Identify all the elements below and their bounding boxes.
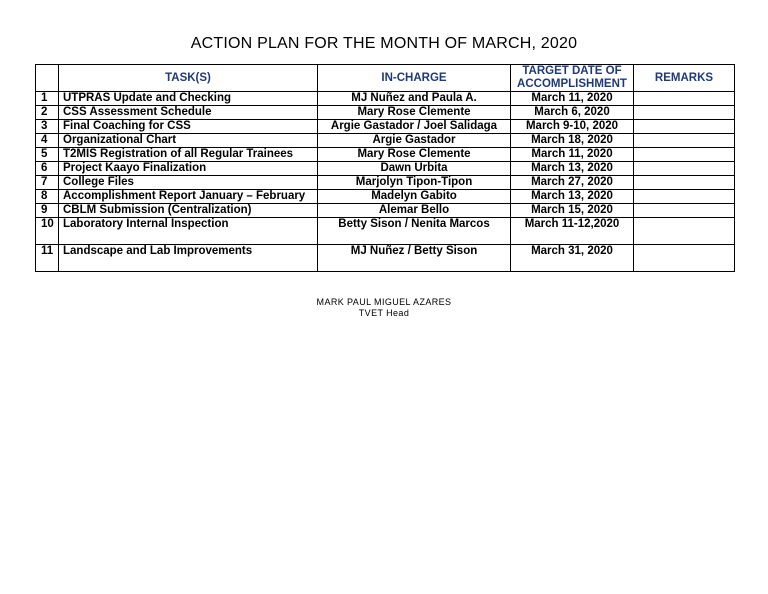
in-charge-cell: Alemar Bello [318,204,511,218]
in-charge-cell: Mary Rose Clemente [318,148,511,162]
task-cell: College Files [59,176,318,190]
in-charge-cell: Mary Rose Clemente [318,106,511,120]
in-charge-cell: MJ Nuñez and Paula A. [318,92,511,106]
row-number: 8 [36,190,59,204]
target-date-cell: March 11-12,2020 [511,218,634,245]
in-charge-cell: Argie Gastador [318,134,511,148]
header-in-charge: IN-CHARGE [318,65,511,92]
remarks-cell [634,162,735,176]
target-date-cell: March 6, 2020 [511,106,634,120]
table-row [36,218,735,245]
target-date-cell: March 31, 2020 [511,245,634,272]
target-date-cell: March 11, 2020 [511,92,634,106]
header-number [36,65,59,92]
row-number: 7 [36,176,59,190]
task-cell: Final Coaching for CSS [59,120,318,134]
task-cell: CSS Assessment Schedule [59,106,318,120]
remarks-cell [634,134,735,148]
task-cell: Landscape and Lab Improvements [59,245,318,272]
task-cell: Laboratory Internal Inspection [59,218,318,245]
table-row [36,148,735,162]
table-row [36,92,735,106]
remarks-cell [634,204,735,218]
remarks-cell [634,245,735,272]
row-number: 11 [36,245,59,272]
action-plan-table [35,64,735,272]
table-row [36,106,735,120]
header-remarks: REMARKS [634,65,735,92]
in-charge-cell: Dawn Urbita [318,162,511,176]
table-row [36,134,735,148]
row-number: 1 [36,92,59,106]
signatory-block [0,297,768,319]
task-cell: Organizational Chart [59,134,318,148]
row-number: 5 [36,148,59,162]
page-title: ACTION PLAN FOR THE MONTH OF MARCH, 2020 [190,35,578,52]
target-date-cell: March 13, 2020 [511,190,634,204]
target-date-cell: March 15, 2020 [511,204,634,218]
target-date-cell: March 18, 2020 [511,134,634,148]
row-number: 2 [36,106,59,120]
task-cell: UTPRAS Update and Checking [59,92,318,106]
target-date-cell: March 9-10, 2020 [511,120,634,134]
table-row [36,204,735,218]
in-charge-cell: Marjolyn Tipon-Tipon [318,176,511,190]
row-number: 4 [36,134,59,148]
signatory-position: TVET Head [358,308,410,318]
remarks-cell [634,190,735,204]
task-cell: Project Kaayo Finalization [59,162,318,176]
in-charge-cell: Argie Gastador / Joel Salidaga [318,120,511,134]
target-date-cell: March 27, 2020 [511,176,634,190]
remarks-cell [634,218,735,245]
remarks-cell [634,106,735,120]
table-header-row [36,65,735,92]
row-number: 6 [36,162,59,176]
remarks-cell [634,120,735,134]
in-charge-cell: MJ Nuñez / Betty Sison [318,245,511,272]
row-number: 9 [36,204,59,218]
in-charge-cell: Madelyn Gabito [318,190,511,204]
target-date-cell: March 13, 2020 [511,162,634,176]
row-number: 3 [36,120,59,134]
task-cell: CBLM Submission (Centralization) [59,204,318,218]
target-date-cell: March 11, 2020 [511,148,634,162]
row-number: 10 [36,218,59,245]
table-row [36,245,735,272]
remarks-cell [634,92,735,106]
table-row [36,176,735,190]
signatory-name: MARK PAUL MIGUEL AZARES [316,297,452,307]
table-row [36,190,735,204]
task-cell: T2MIS Registration of all Regular Trainees [59,148,318,162]
remarks-cell [634,176,735,190]
table-row [36,162,735,176]
in-charge-cell: Betty Sison / Nenita Marcos [318,218,511,245]
header-tasks: TASK(S) [59,65,318,92]
task-cell: Accomplishment Report January – February [59,190,318,204]
remarks-cell [634,148,735,162]
table-row [36,120,735,134]
header-target-date: TARGET DATE OF ACCOMPLISHMENT [511,65,634,92]
